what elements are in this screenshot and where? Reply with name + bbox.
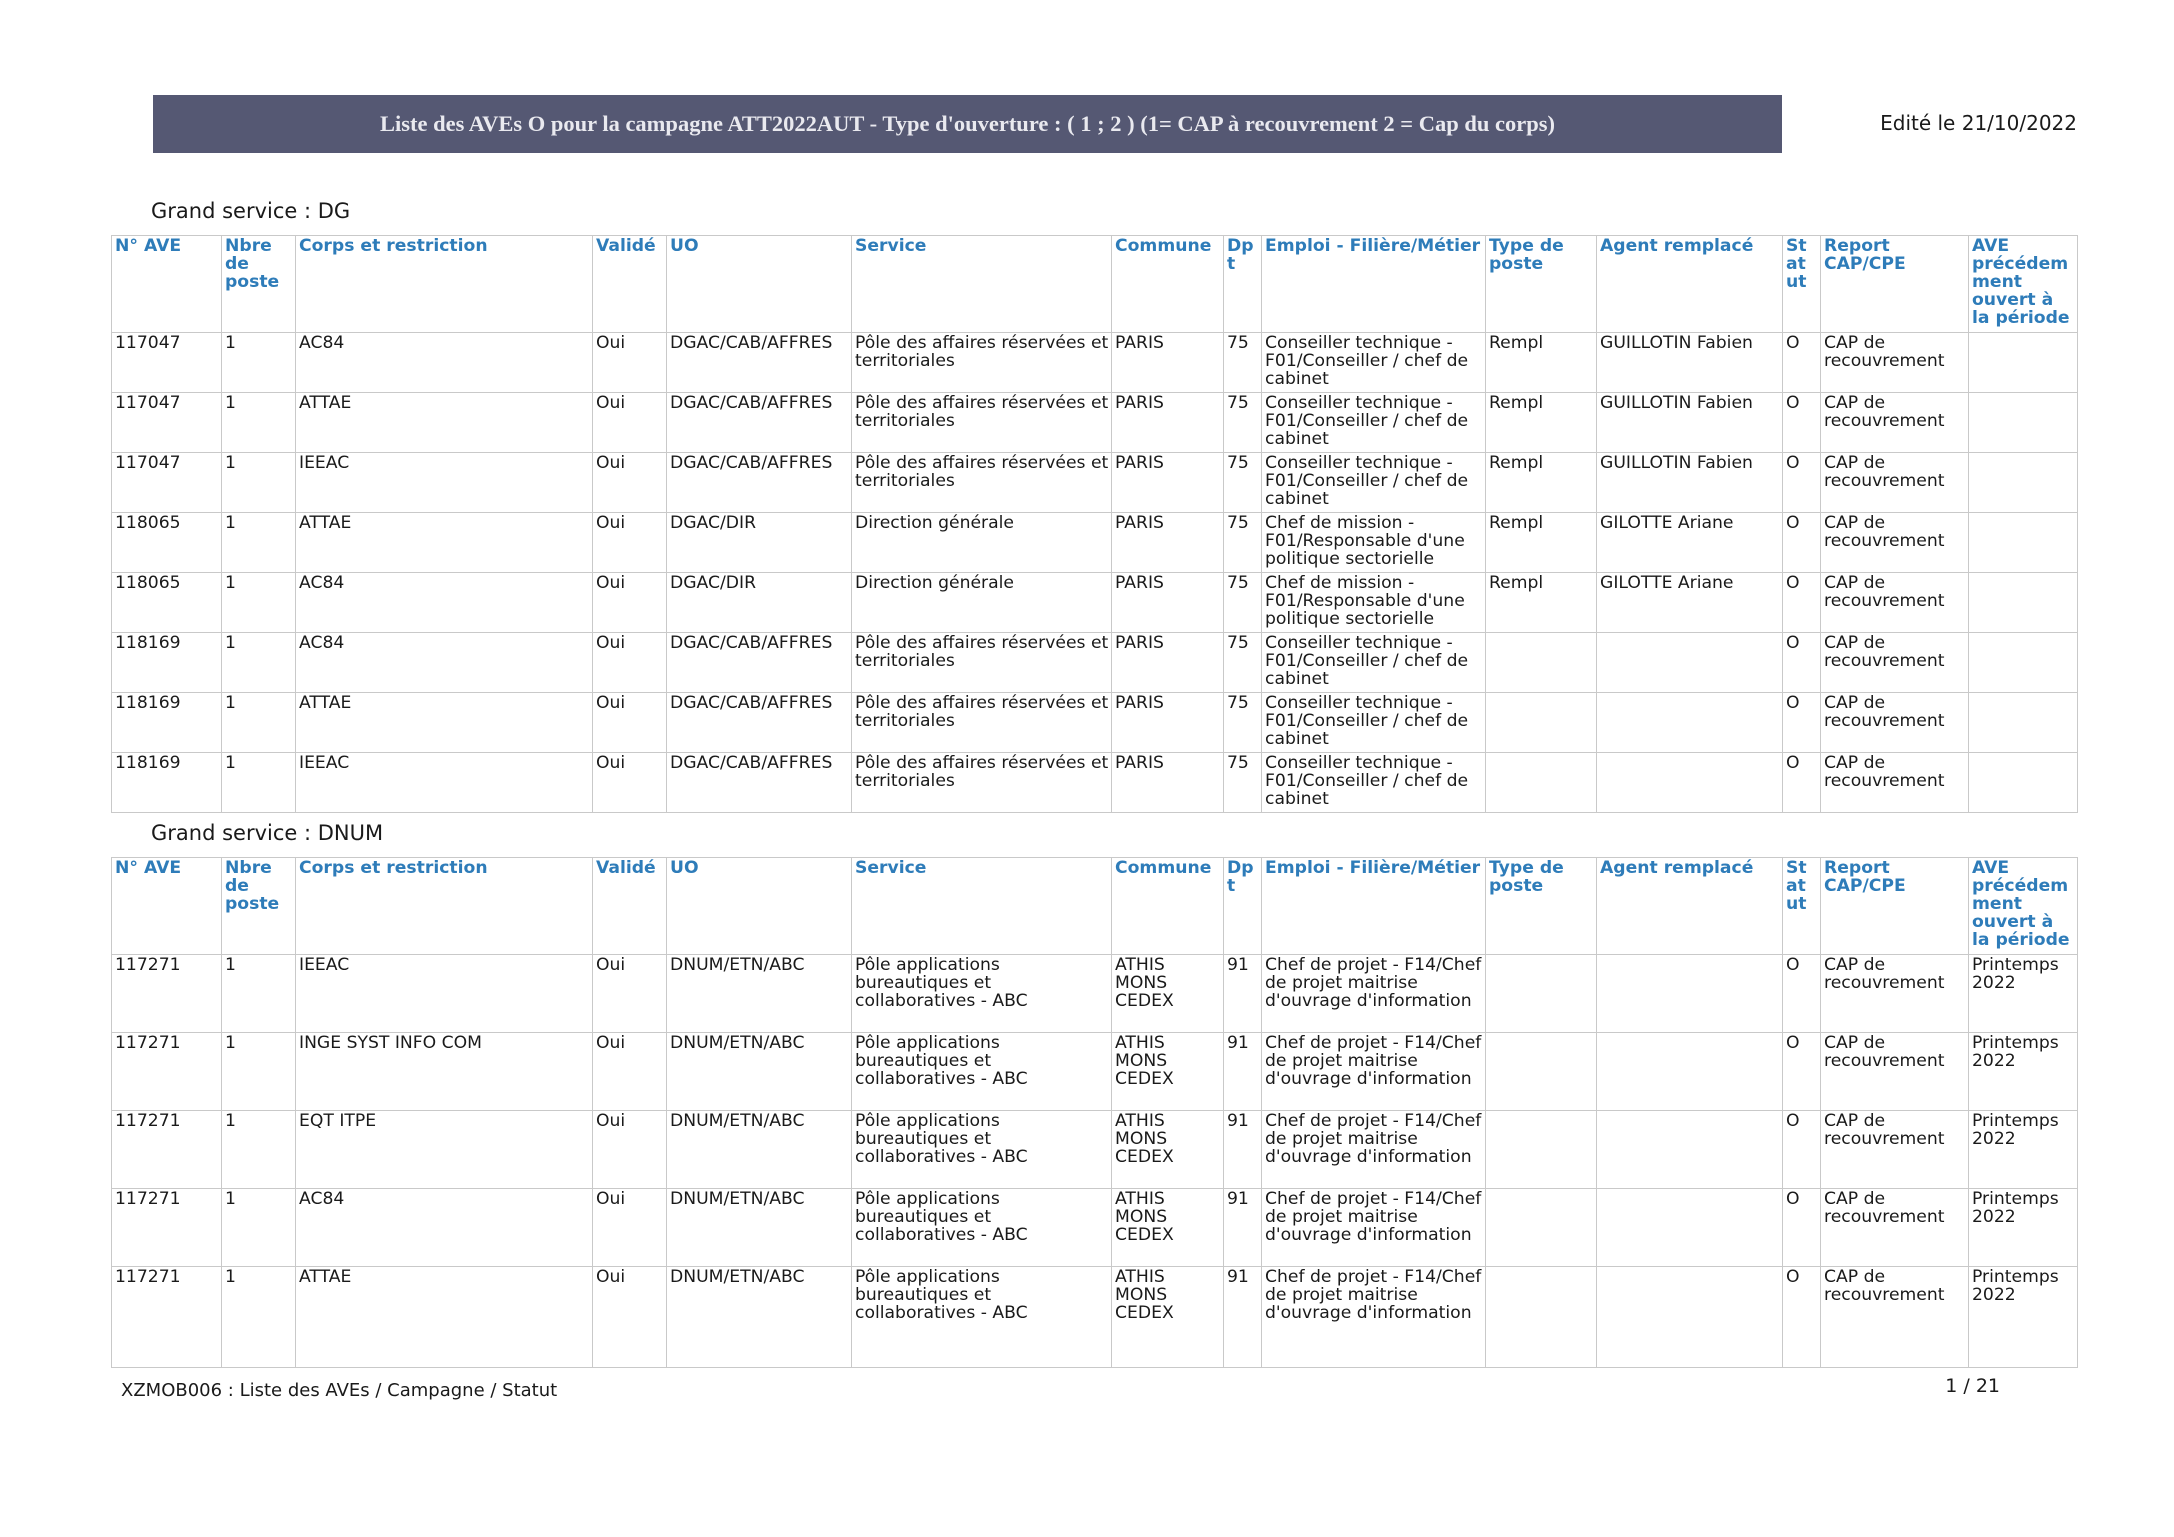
report-cell: CAP de recouvrement: [1821, 513, 1969, 573]
report-cell: CAP de recouvrement: [1821, 453, 1969, 513]
validated-cell: Oui: [593, 1111, 667, 1189]
col-commune-header: Commune: [1112, 858, 1224, 955]
report-cell: CAP de recouvrement: [1821, 1033, 1969, 1111]
col-commune-header: Commune: [1112, 236, 1224, 333]
post-type-cell: [1486, 633, 1597, 693]
report-cell: CAP de recouvrement: [1821, 955, 1969, 1033]
col-emploi-header: Emploi - Filière/Métier: [1262, 858, 1486, 955]
col-previous-ave-header: AVE précédemment ouvert à la période: [1969, 858, 2078, 955]
col-dpt-header: Dpt: [1224, 236, 1262, 333]
col-emploi-header: Emploi - Filière/Métier: [1262, 236, 1486, 333]
dpt-cell: 91: [1224, 1111, 1262, 1189]
report-cell: CAP de recouvrement: [1821, 393, 1969, 453]
emploi-cell: Conseiller technique - F01/Conseiller / chef de cabinet: [1262, 453, 1486, 513]
table-row: [112, 1111, 2078, 1189]
commune-cell: PARIS: [1112, 573, 1224, 633]
commune-cell: PARIS: [1112, 513, 1224, 573]
post-type-cell: [1486, 1033, 1597, 1111]
corps-cell: AC84: [296, 633, 593, 693]
report-title-banner: [153, 95, 1782, 153]
post-count-cell: 1: [222, 955, 296, 1033]
validated-cell: Oui: [593, 393, 667, 453]
col-post-count-header: Nbre de poste: [222, 236, 296, 333]
commune-cell: PARIS: [1112, 393, 1224, 453]
agent-cell: GUILLOTIN Fabien: [1597, 333, 1783, 393]
post-type-cell: [1486, 753, 1597, 813]
dpt-cell: 75: [1224, 573, 1262, 633]
status-cell: O: [1783, 1189, 1821, 1267]
uo-cell: DNUM/ETN/ABC: [667, 1189, 852, 1267]
validated-cell: Oui: [593, 333, 667, 393]
post-type-cell: Rempl: [1486, 513, 1597, 573]
ave-number-cell: 117047: [112, 453, 222, 513]
corps-cell: AC84: [296, 573, 593, 633]
uo-cell: DGAC/CAB/AFFRES: [667, 633, 852, 693]
uo-cell: DNUM/ETN/ABC: [667, 1033, 852, 1111]
service-cell: Pôle des affaires réservées et territoriales: [852, 693, 1112, 753]
validated-cell: Oui: [593, 753, 667, 813]
report-title: Liste des AVEs O pour la campagne ATT2022AUT - Type d'ouverture : ( 1 ; 2 ) (1= CAP à recouvrement 2 = Cap du corps): [379, 111, 1556, 136]
previous-ave-cell: [1969, 453, 2078, 513]
col-post-type-header: Type de poste: [1486, 236, 1597, 333]
col-status-header: Statut: [1783, 858, 1821, 955]
corps-cell: INGE SYST INFO COM: [296, 1033, 593, 1111]
emploi-cell: Chef de projet - F14/Chef de projet maitrise d'ouvrage d'information: [1262, 1111, 1486, 1189]
dpt-cell: 91: [1224, 955, 1262, 1033]
ave-number-cell: 118169: [112, 753, 222, 813]
report-cell: CAP de recouvrement: [1821, 1111, 1969, 1189]
table-header-row: [112, 236, 2078, 333]
emploi-cell: Chef de mission - F01/Responsable d'une politique sectorielle: [1262, 513, 1486, 573]
col-validated-header: Validé: [593, 236, 667, 333]
report-cell: CAP de recouvrement: [1821, 633, 1969, 693]
status-cell: O: [1783, 513, 1821, 573]
table-header-row: [112, 858, 2078, 955]
col-report-header: Report CAP/CPE: [1821, 236, 1969, 333]
emploi-cell: Chef de projet - F14/Chef de projet maitrise d'ouvrage d'information: [1262, 1033, 1486, 1111]
previous-ave-cell: Printemps 2022: [1969, 1267, 2078, 1368]
corps-cell: EQT ITPE: [296, 1111, 593, 1189]
post-type-cell: Rempl: [1486, 393, 1597, 453]
service-cell: Pôle des affaires réservées et territoriales: [852, 453, 1112, 513]
agent-cell: GILOTTE Ariane: [1597, 513, 1783, 573]
table-row: [112, 1189, 2078, 1267]
post-type-cell: Rempl: [1486, 333, 1597, 393]
commune-cell: ATHIS MONS CEDEX: [1112, 1267, 1224, 1368]
uo-cell: DNUM/ETN/ABC: [667, 955, 852, 1033]
service-cell: Direction générale: [852, 513, 1112, 573]
agent-cell: GUILLOTIN Fabien: [1597, 393, 1783, 453]
uo-cell: DGAC/CAB/AFFRES: [667, 393, 852, 453]
previous-ave-cell: Printemps 2022: [1969, 955, 2078, 1033]
agent-cell: [1597, 1267, 1783, 1368]
uo-cell: DGAC/CAB/AFFRES: [667, 333, 852, 393]
col-uo-header: UO: [667, 858, 852, 955]
agent-cell: [1597, 1189, 1783, 1267]
table-row: [112, 333, 2078, 393]
service-cell: Pôle des affaires réservées et territoriales: [852, 333, 1112, 393]
corps-cell: ATTAE: [296, 1267, 593, 1368]
page-number: 1 / 21: [1945, 1375, 2000, 1397]
table-row: [112, 955, 2078, 1033]
report-cell: CAP de recouvrement: [1821, 1267, 1969, 1368]
dpt-cell: 75: [1224, 513, 1262, 573]
table-row: [112, 573, 2078, 633]
status-cell: O: [1783, 1267, 1821, 1368]
status-cell: O: [1783, 393, 1821, 453]
validated-cell: Oui: [593, 573, 667, 633]
table-row: [112, 393, 2078, 453]
emploi-cell: Chef de mission - F01/Responsable d'une politique sectorielle: [1262, 573, 1486, 633]
post-count-cell: 1: [222, 453, 296, 513]
validated-cell: Oui: [593, 453, 667, 513]
corps-cell: IEEAC: [296, 955, 593, 1033]
dpt-cell: 75: [1224, 753, 1262, 813]
uo-cell: DGAC/CAB/AFFRES: [667, 693, 852, 753]
commune-cell: PARIS: [1112, 693, 1224, 753]
previous-ave-cell: Printemps 2022: [1969, 1111, 2078, 1189]
uo-cell: DGAC/DIR: [667, 573, 852, 633]
corps-cell: IEEAC: [296, 453, 593, 513]
col-ave-number-header: N° AVE: [112, 236, 222, 333]
table-row: [112, 633, 2078, 693]
col-service-header: Service: [852, 236, 1112, 333]
post-count-cell: 1: [222, 333, 296, 393]
emploi-cell: Conseiller technique - F01/Conseiller / chef de cabinet: [1262, 633, 1486, 693]
dpt-cell: 91: [1224, 1033, 1262, 1111]
emploi-cell: Chef de projet - F14/Chef de projet maitrise d'ouvrage d'information: [1262, 1267, 1486, 1368]
validated-cell: Oui: [593, 633, 667, 693]
post-type-cell: [1486, 955, 1597, 1033]
ave-number-cell: 117047: [112, 333, 222, 393]
post-type-cell: [1486, 693, 1597, 753]
agent-cell: [1597, 633, 1783, 693]
ave-table-dg: [111, 235, 2078, 813]
agent-cell: [1597, 753, 1783, 813]
post-count-cell: 1: [222, 573, 296, 633]
col-agent-header: Agent remplacé: [1597, 858, 1783, 955]
corps-cell: AC84: [296, 333, 593, 393]
post-type-cell: [1486, 1189, 1597, 1267]
service-cell: Pôle des affaires réservées et territoriales: [852, 393, 1112, 453]
status-cell: O: [1783, 753, 1821, 813]
dpt-cell: 75: [1224, 633, 1262, 693]
agent-cell: GILOTTE Ariane: [1597, 573, 1783, 633]
post-count-cell: 1: [222, 1189, 296, 1267]
agent-cell: GUILLOTIN Fabien: [1597, 453, 1783, 513]
dpt-cell: 75: [1224, 393, 1262, 453]
uo-cell: DGAC/DIR: [667, 513, 852, 573]
post-type-cell: Rempl: [1486, 573, 1597, 633]
post-count-cell: 1: [222, 1111, 296, 1189]
report-id: XZMOB006 : Liste des AVEs / Campagne / Statut: [121, 1380, 558, 1401]
status-cell: O: [1783, 1111, 1821, 1189]
commune-cell: ATHIS MONS CEDEX: [1112, 955, 1224, 1033]
corps-cell: IEEAC: [296, 753, 593, 813]
ave-number-cell: 117271: [112, 1189, 222, 1267]
table-row: [112, 1033, 2078, 1111]
post-count-cell: 1: [222, 1033, 296, 1111]
post-count-cell: 1: [222, 693, 296, 753]
ave-table-dnum: [111, 857, 2078, 1368]
emploi-cell: Chef de projet - F14/Chef de projet maitrise d'ouvrage d'information: [1262, 955, 1486, 1033]
dpt-cell: 75: [1224, 693, 1262, 753]
col-service-header: Service: [852, 858, 1112, 955]
commune-cell: PARIS: [1112, 333, 1224, 393]
service-cell: Pôle des affaires réservées et territoriales: [852, 753, 1112, 813]
status-cell: O: [1783, 1033, 1821, 1111]
ave-number-cell: 117271: [112, 1111, 222, 1189]
ave-number-cell: 118065: [112, 513, 222, 573]
commune-cell: PARIS: [1112, 453, 1224, 513]
post-type-cell: [1486, 1267, 1597, 1368]
ave-number-cell: 117271: [112, 1267, 222, 1368]
status-cell: O: [1783, 633, 1821, 693]
previous-ave-cell: Printemps 2022: [1969, 1033, 2078, 1111]
previous-ave-cell: [1969, 333, 2078, 393]
dpt-cell: 91: [1224, 1267, 1262, 1368]
post-type-cell: [1486, 1111, 1597, 1189]
validated-cell: Oui: [593, 955, 667, 1033]
post-count-cell: 1: [222, 633, 296, 693]
previous-ave-cell: [1969, 573, 2078, 633]
ave-number-cell: 117271: [112, 955, 222, 1033]
post-count-cell: 1: [222, 1267, 296, 1368]
status-cell: O: [1783, 573, 1821, 633]
col-previous-ave-header: AVE précédemment ouvert à la période: [1969, 236, 2078, 333]
commune-cell: ATHIS MONS CEDEX: [1112, 1111, 1224, 1189]
validated-cell: Oui: [593, 1189, 667, 1267]
dpt-cell: 91: [1224, 1189, 1262, 1267]
emploi-cell: Conseiller technique - F01/Conseiller / chef de cabinet: [1262, 333, 1486, 393]
report-cell: CAP de recouvrement: [1821, 333, 1969, 393]
service-cell: Pôle applications bureautiques et collaboratives - ABC: [852, 1111, 1112, 1189]
agent-cell: [1597, 955, 1783, 1033]
table-row: [112, 693, 2078, 753]
corps-cell: ATTAE: [296, 513, 593, 573]
report-cell: CAP de recouvrement: [1821, 753, 1969, 813]
service-cell: Pôle applications bureautiques et collaboratives - ABC: [852, 1033, 1112, 1111]
col-uo-header: UO: [667, 236, 852, 333]
edited-date: Edité le 21/10/2022: [1880, 111, 2077, 135]
uo-cell: DNUM/ETN/ABC: [667, 1267, 852, 1368]
service-cell: Pôle des affaires réservées et territoriales: [852, 633, 1112, 693]
col-corps-header: Corps et restriction: [296, 858, 593, 955]
service-cell: Pôle applications bureautiques et collaboratives - ABC: [852, 955, 1112, 1033]
uo-cell: DNUM/ETN/ABC: [667, 1111, 852, 1189]
section-label-dnum: Grand service : DNUM: [151, 821, 384, 845]
post-count-cell: 1: [222, 393, 296, 453]
previous-ave-cell: Printemps 2022: [1969, 1189, 2078, 1267]
previous-ave-cell: [1969, 753, 2078, 813]
emploi-cell: Conseiller technique - F01/Conseiller / chef de cabinet: [1262, 693, 1486, 753]
service-cell: Pôle applications bureautiques et collaboratives - ABC: [852, 1267, 1112, 1368]
report-cell: CAP de recouvrement: [1821, 1189, 1969, 1267]
status-cell: O: [1783, 693, 1821, 753]
col-agent-header: Agent remplacé: [1597, 236, 1783, 333]
ave-number-cell: 118065: [112, 573, 222, 633]
dpt-cell: 75: [1224, 333, 1262, 393]
commune-cell: PARIS: [1112, 633, 1224, 693]
commune-cell: PARIS: [1112, 753, 1224, 813]
post-type-cell: Rempl: [1486, 453, 1597, 513]
agent-cell: [1597, 1111, 1783, 1189]
section-label-dg: Grand service : DG: [151, 199, 351, 223]
commune-cell: ATHIS MONS CEDEX: [1112, 1189, 1224, 1267]
corps-cell: AC84: [296, 1189, 593, 1267]
status-cell: O: [1783, 453, 1821, 513]
ave-number-cell: 117271: [112, 1033, 222, 1111]
validated-cell: Oui: [593, 1033, 667, 1111]
col-dpt-header: Dpt: [1224, 858, 1262, 955]
col-validated-header: Validé: [593, 858, 667, 955]
previous-ave-cell: [1969, 393, 2078, 453]
col-post-count-header: Nbre de poste: [222, 858, 296, 955]
agent-cell: [1597, 1033, 1783, 1111]
status-cell: O: [1783, 333, 1821, 393]
emploi-cell: Chef de projet - F14/Chef de projet maitrise d'ouvrage d'information: [1262, 1189, 1486, 1267]
service-cell: Pôle applications bureautiques et collaboratives - ABC: [852, 1189, 1112, 1267]
validated-cell: Oui: [593, 513, 667, 573]
status-cell: O: [1783, 955, 1821, 1033]
table-row: [112, 753, 2078, 813]
agent-cell: [1597, 693, 1783, 753]
ave-number-cell: 118169: [112, 633, 222, 693]
table-row: [112, 513, 2078, 573]
ave-number-cell: 117047: [112, 393, 222, 453]
previous-ave-cell: [1969, 513, 2078, 573]
post-count-cell: 1: [222, 513, 296, 573]
col-ave-number-header: N° AVE: [112, 858, 222, 955]
commune-cell: ATHIS MONS CEDEX: [1112, 1033, 1224, 1111]
previous-ave-cell: [1969, 633, 2078, 693]
corps-cell: ATTAE: [296, 393, 593, 453]
report-cell: CAP de recouvrement: [1821, 573, 1969, 633]
validated-cell: Oui: [593, 693, 667, 753]
uo-cell: DGAC/CAB/AFFRES: [667, 453, 852, 513]
post-count-cell: 1: [222, 753, 296, 813]
col-status-header: Statut: [1783, 236, 1821, 333]
table-row: [112, 1267, 2078, 1368]
report-cell: CAP de recouvrement: [1821, 693, 1969, 753]
col-corps-header: Corps et restriction: [296, 236, 593, 333]
validated-cell: Oui: [593, 1267, 667, 1368]
emploi-cell: Conseiller technique - F01/Conseiller / chef de cabinet: [1262, 753, 1486, 813]
dpt-cell: 75: [1224, 453, 1262, 513]
service-cell: Direction générale: [852, 573, 1112, 633]
corps-cell: ATTAE: [296, 693, 593, 753]
emploi-cell: Conseiller technique - F01/Conseiller / chef de cabinet: [1262, 393, 1486, 453]
uo-cell: DGAC/CAB/AFFRES: [667, 753, 852, 813]
table-row: [112, 453, 2078, 513]
col-report-header: Report CAP/CPE: [1821, 858, 1969, 955]
ave-number-cell: 118169: [112, 693, 222, 753]
previous-ave-cell: [1969, 693, 2078, 753]
col-post-type-header: Type de poste: [1486, 858, 1597, 955]
